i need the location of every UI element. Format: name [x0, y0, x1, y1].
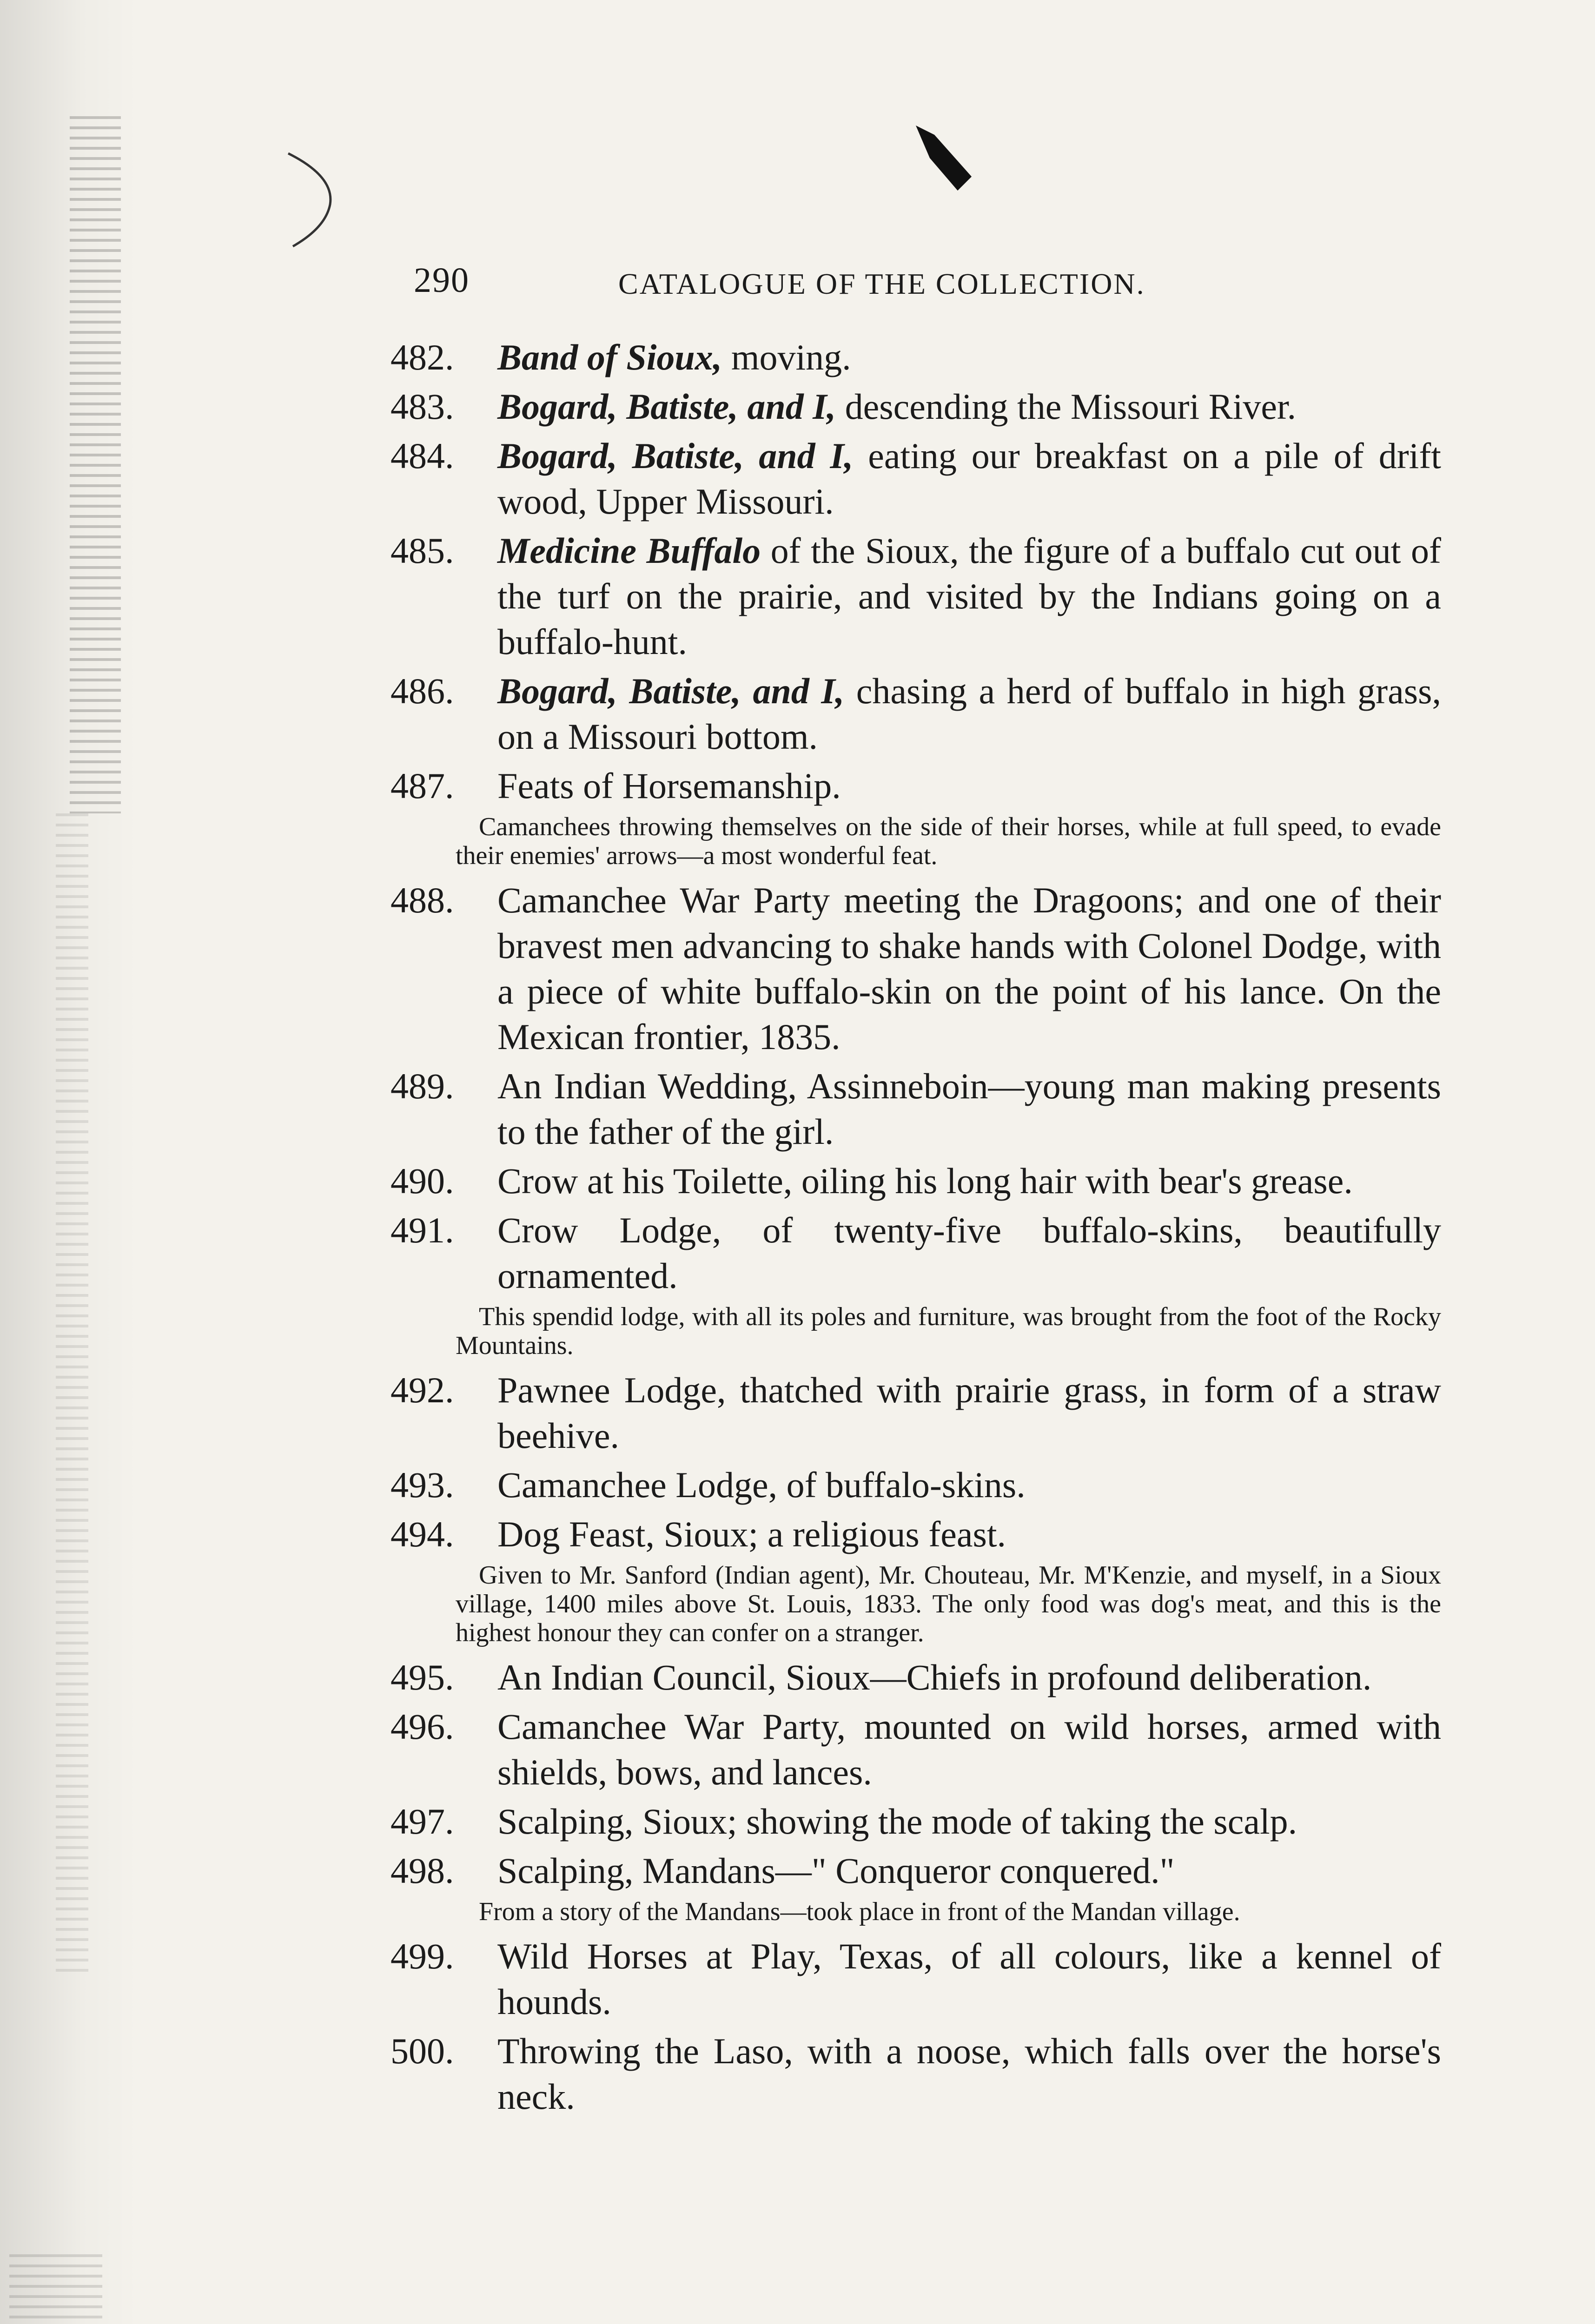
entry-note: Camanchees throwing themselves on the side of their horses, while at full speed, to evade their enemies' arrows—a most wonderful feat.: [456, 812, 1441, 870]
catalogue-entry: [390, 763, 1441, 809]
catalogue-entry: [390, 1158, 1441, 1204]
catalogue-entry: [390, 1655, 1441, 1700]
entry-text: [497, 1208, 1441, 1299]
entry-description: Crow Lodge, of twenty-five buffalo-skins, beautifully ornamented.: [497, 1210, 1441, 1296]
entry-number: 489.: [390, 1066, 454, 1106]
catalogue-entry: [390, 1063, 1441, 1155]
entry-text: [497, 1934, 1441, 2025]
catalogue-entry: [390, 2028, 1441, 2119]
entry-text: [497, 1848, 1441, 1894]
entry-text: [497, 1063, 1441, 1155]
catalogue-entry: [390, 1848, 1441, 1894]
entry-number: 490.: [390, 1161, 454, 1201]
running-head: CATALOGUE OF THE COLLECTION.: [618, 267, 1145, 300]
catalogue-entry: [390, 668, 1441, 759]
entry-text: [497, 1655, 1441, 1700]
entry-number: 483.: [390, 386, 454, 427]
entry-lead: Bogard, Batiste, and I,: [497, 671, 845, 711]
entry-description: Camanchee War Party, mounted on wild horses, armed with shields, bows, and lances.: [497, 1706, 1441, 1792]
entry-description: An Indian Council, Sioux—Chiefs in profound deliberation.: [497, 1657, 1372, 1697]
entry-number: 494.: [390, 1514, 454, 1554]
entry-description: eating our breakfast on a pile of drift wood, Upper Missouri.: [497, 436, 1441, 522]
entry-text: [497, 384, 1441, 429]
ink-blot: [907, 116, 990, 200]
catalogue-entry: [390, 335, 1441, 380]
entry-description: Camanchee War Party meeting the Dragoons; and one of their bravest men advancing to shake hands with Colonel Dodge, with a piece of white buffalo-skin on the point of his lance. On the Mexican frontier, 1835.: [497, 880, 1441, 1057]
catalogue-entry: [390, 1367, 1441, 1459]
entry-note: This spendid lodge, with all its poles and furniture, was brought from the foot of the Rocky Mountains.: [456, 1302, 1441, 1360]
entry-description: Throwing the Laso, with a noose, which falls over the horse's neck.: [497, 2031, 1441, 2117]
entry-number: 491.: [390, 1210, 454, 1250]
catalogue-entry: [390, 1799, 1441, 1844]
entry-number: 488.: [390, 880, 454, 920]
entry-description: An Indian Wedding, Assinneboin—young man making presents to the father of the girl.: [497, 1066, 1441, 1152]
entry-description: Scalping, Sioux; showing the mode of taking the scalp.: [497, 1801, 1297, 1842]
page-number: 290: [414, 261, 470, 300]
catalogue-entry: [390, 384, 1441, 429]
entry-description: Crow at his Toilette, oiling his long hair with bear's grease.: [497, 1161, 1353, 1201]
entry-number: 484.: [390, 436, 454, 476]
entry-number: 497.: [390, 1801, 454, 1842]
entry-number: 487.: [390, 766, 454, 806]
catalogue-entry: [390, 528, 1441, 665]
catalogue-entry: [390, 1934, 1441, 2025]
entry-description: Dog Feast, Sioux; a religious feast.: [497, 1514, 1006, 1554]
entry-number: 492.: [390, 1370, 454, 1410]
page-header: [400, 260, 1283, 311]
entry-text: [497, 878, 1441, 1060]
catalogue-entry: [390, 878, 1441, 1060]
entry-number: 499.: [390, 1936, 454, 1976]
entry-text: [497, 1512, 1441, 1557]
entry-text: [497, 1704, 1441, 1795]
entry-number: 498.: [390, 1850, 454, 1891]
catalogue-entry: [390, 1208, 1441, 1299]
entry-lead: Bogard, Batiste, and I,: [497, 386, 836, 427]
scan-speckle: [56, 813, 88, 1975]
entry-text: [497, 433, 1441, 524]
catalogue-entry: [390, 433, 1441, 524]
entry-lead: Band of Sioux,: [497, 337, 722, 377]
entry-number: 500.: [390, 2031, 454, 2071]
entry-description: of the Sioux, the figure of a buffalo cut out of the turf on the prairie, and visited by the Indians going on a buffalo-hunt.: [497, 530, 1441, 662]
entry-lead: Bogard, Batiste, and I,: [497, 436, 854, 476]
entry-description: Camanchee Lodge, of buffalo-skins.: [497, 1465, 1026, 1505]
entry-description: Wild Horses at Play, Texas, of all colours, like a kennel of hounds.: [497, 1936, 1441, 2022]
entry-number: 485.: [390, 530, 454, 571]
entry-number: 486.: [390, 671, 454, 711]
entry-text: [497, 335, 1441, 380]
entry-description: chasing a herd of buffalo in high grass, on a Missouri bottom.: [497, 671, 1441, 757]
entry-number: 493.: [390, 1465, 454, 1505]
catalogue-entry: [390, 1512, 1441, 1557]
entry-text: [497, 1462, 1441, 1508]
entry-description: Feats of Horsemanship.: [497, 766, 841, 806]
entry-note: From a story of the Mandans—took place in front of the Mandan village.: [479, 1897, 1240, 1926]
entry-description: Pawnee Lodge, thatched with prairie grass, in form of a straw beehive.: [497, 1370, 1441, 1456]
entry-number: 496.: [390, 1706, 454, 1747]
entry-text: [497, 2028, 1441, 2119]
scan-speckle: [70, 116, 121, 813]
entry-text: [497, 1158, 1441, 1204]
entry-number: 482.: [390, 337, 454, 377]
entry-description: moving.: [722, 337, 851, 377]
entry-note: Given to Mr. Sanford (Indian agent), Mr. Chouteau, Mr. M'Kenzie, and myself, in a Sioux village, 1400 miles above St. Louis, 1833. The only food was dog's meat, and this is the highest honour they can confer on a stranger.: [456, 1561, 1441, 1647]
entry-text: [497, 528, 1441, 665]
entry-text: [497, 763, 1441, 809]
entry-description: Scalping, Mandans—" Conqueror conquered.": [497, 1850, 1175, 1891]
entry-description: descending the Missouri River.: [836, 386, 1297, 427]
entry-text: [497, 668, 1441, 759]
catalogue-entries: [390, 335, 1441, 2123]
catalogue-entry: [390, 1704, 1441, 1795]
scan-speckle: [9, 2254, 102, 2324]
entry-number: 495.: [390, 1657, 454, 1697]
catalogue-entry: [390, 1462, 1441, 1508]
entry-text: [497, 1367, 1441, 1459]
entry-lead: Medicine Buffalo: [497, 530, 761, 571]
bracket-mark: [279, 149, 344, 251]
entry-text: [497, 1799, 1441, 1844]
